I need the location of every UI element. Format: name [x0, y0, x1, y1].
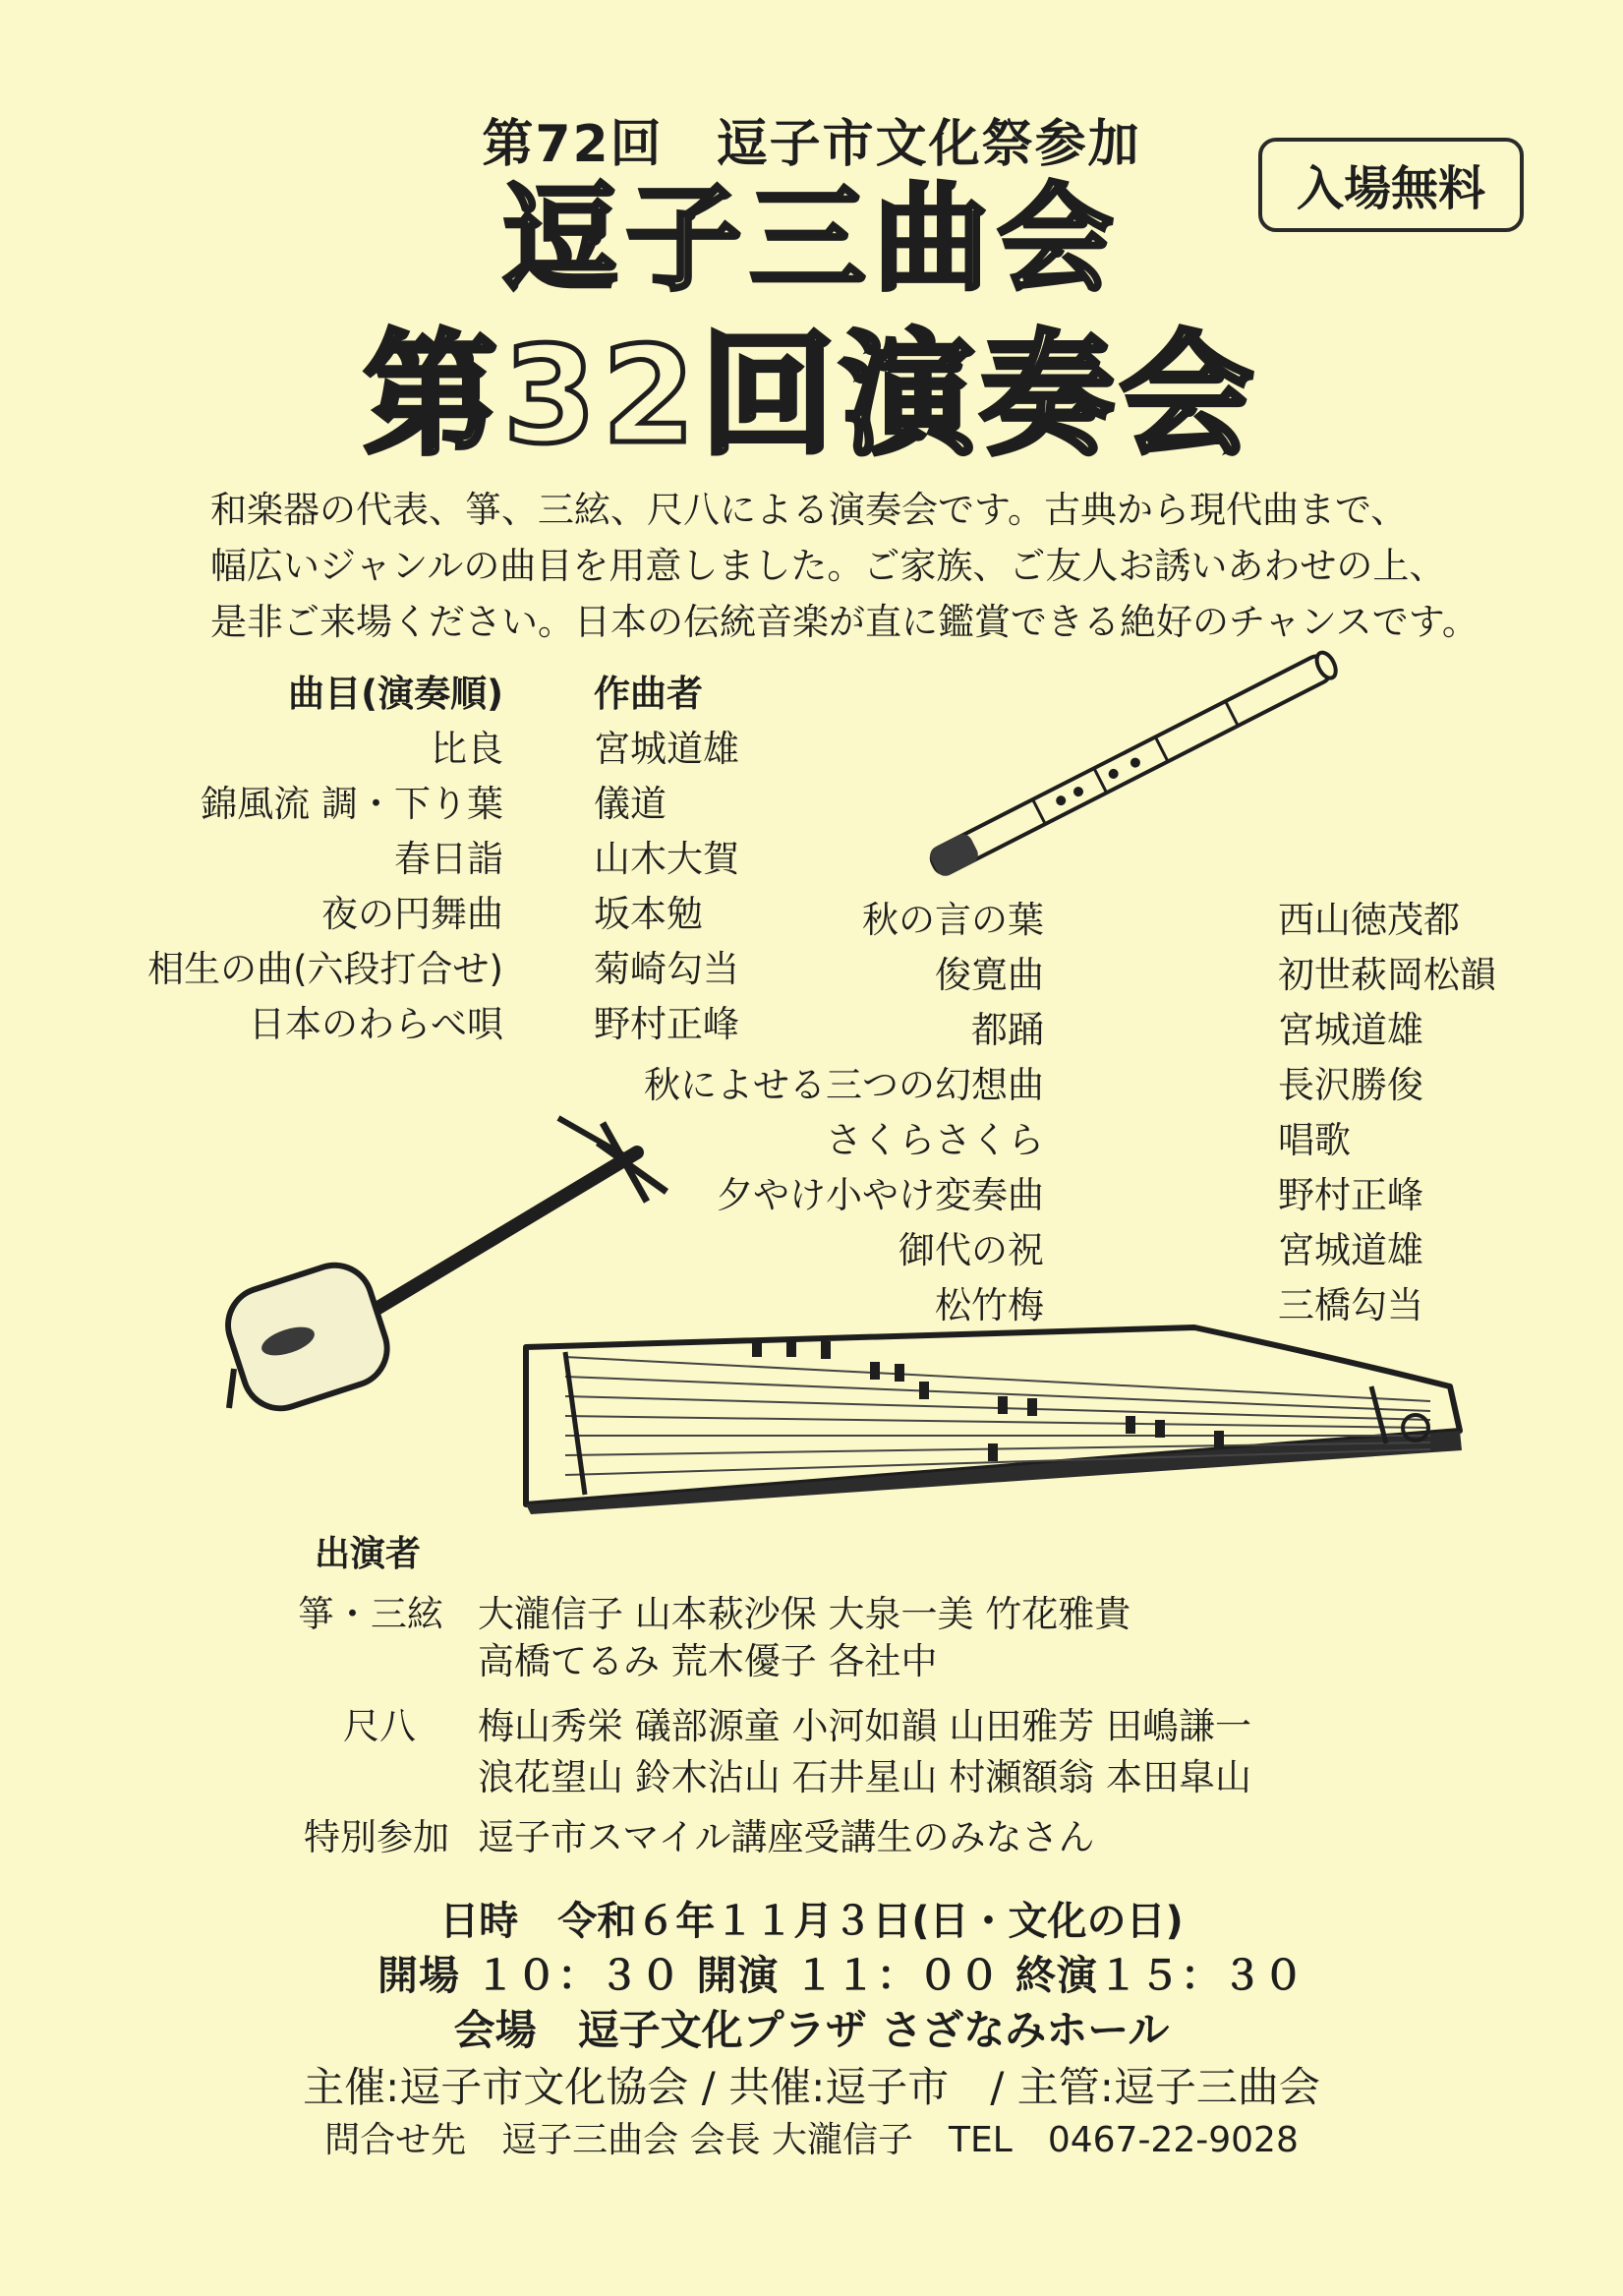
song-title: 錦風流 調・下り葉: [201, 783, 503, 825]
composer-name: 初世萩岡松韻: [1278, 954, 1496, 996]
song-title: 相生の曲(六段打合せ): [147, 948, 503, 990]
song-title: 秋によせる三つの幻想曲: [644, 1064, 1044, 1106]
free-admission-badge: 入場無料: [1258, 138, 1524, 232]
song-title: 都踊: [971, 1009, 1044, 1051]
composer-name: 西山徳茂都: [1278, 899, 1460, 941]
performer-line: 高橋てるみ 荒木優子 各社中: [478, 1640, 938, 1682]
composer-name: 野村正峰: [594, 1003, 739, 1045]
program-row: [147, 942, 777, 997]
composer-name: 野村正峰: [1278, 1174, 1423, 1216]
program-row: [147, 777, 777, 832]
song-title: 夜の円舞曲: [321, 893, 503, 935]
program-left: [147, 667, 777, 1052]
intro-line: 幅広いジャンルの曲目を用意しました。ご家族、ご友人お誘いあわせの上、: [210, 545, 1446, 587]
festival-line: 第72回 逗子市文化祭参加: [482, 115, 1141, 174]
event-contact: 問合せ先 逗子三曲会 会長 大瀧信子 TEL 0467-22-9028: [324, 2120, 1299, 2160]
program-row: [644, 1058, 1573, 1113]
composer-name: 山木大賀: [594, 838, 739, 880]
performer-line: 梅山秀栄 礒部源童 小河如韻 山田雅芳 田嶋謙一: [478, 1705, 1252, 1747]
composer-name: 唱歌: [1278, 1119, 1351, 1161]
program-row: [147, 832, 777, 887]
song-title: さくらさくら: [826, 1119, 1044, 1161]
performer-group-label: 尺八: [343, 1705, 416, 1747]
program-row: [147, 722, 777, 777]
composer-name: 三橋勾当: [1278, 1284, 1423, 1326]
program-row: [147, 997, 777, 1052]
performer-group-label: 箏・三絃: [298, 1593, 443, 1635]
song-title: 松竹梅: [935, 1284, 1044, 1326]
composer-name: 菊崎勾当: [594, 948, 739, 990]
song-title: 日本のわらべ唄: [249, 1003, 503, 1045]
shakuhachi-icon: [924, 669, 1376, 905]
program-header-title: 曲目(演奏順): [288, 673, 503, 715]
event-organizers: 主催:逗子市文化協会 / 共催:逗子市 / 主管:逗子三曲会: [303, 2063, 1320, 2111]
performers-heading: 出演者: [315, 1534, 422, 1574]
program-row: [786, 1003, 1573, 1058]
song-title: 秋の言の葉: [862, 899, 1044, 941]
intro-line: 是非ご来場ください。日本の伝統音楽が直に鑑賞できる絶好のチャンスです。: [210, 601, 1478, 643]
program-row: [147, 887, 777, 942]
composer-name: 宮城道雄: [1278, 1009, 1423, 1051]
program-row: [786, 1223, 1573, 1278]
performer-line: 大瀧信子 山本萩沙保 大泉一美 竹花雅貴: [478, 1593, 1131, 1635]
program-header-composer: 作曲者: [594, 673, 703, 715]
song-title: 夕やけ小やけ変奏曲: [717, 1174, 1044, 1216]
intro-text: [210, 482, 1547, 650]
program-row: [786, 1113, 1573, 1168]
performer-line: 逗子市スマイル講座受講生のみなさん: [478, 1816, 1095, 1858]
composer-name: 坂本勉: [594, 893, 703, 935]
song-title: 俊寛曲: [935, 954, 1044, 996]
performer-line: 浪花望山 鈴木沾山 石井星山 村瀬額翁 本田皐山: [478, 1756, 1252, 1798]
song-title: 春日詣: [394, 838, 503, 880]
organization-title: 逗子三曲会: [501, 171, 1122, 307]
song-title: 御代の祝: [898, 1229, 1044, 1271]
event-venue: 会場 逗子文化プラザ さざなみホール: [453, 2006, 1170, 2054]
program-row: [717, 1168, 1573, 1223]
performer-group-label: 特別参加: [304, 1816, 449, 1858]
concert-title: 第32回演奏会: [363, 319, 1260, 474]
composer-name: 宮城道雄: [1278, 1229, 1423, 1271]
program-header: [147, 667, 777, 722]
intro-line: 和楽器の代表、箏、三絃、尺八による演奏会です。古典から現代曲まで、: [210, 489, 1408, 531]
program-row: [786, 948, 1573, 1003]
composer-name: 宮城道雄: [594, 728, 739, 770]
composer-name: 長沢勝俊: [1278, 1064, 1423, 1106]
event-times: 開場 １０：３０ 開演 １１：００ 終演１５：３０: [377, 1952, 1305, 1999]
event-date: 日時 令和６年１１月３日(日・文化の日): [439, 1899, 1184, 1944]
koto-icon: [506, 1318, 1465, 1514]
song-title: 比良: [431, 728, 503, 770]
composer-name: 儀道: [594, 783, 667, 825]
